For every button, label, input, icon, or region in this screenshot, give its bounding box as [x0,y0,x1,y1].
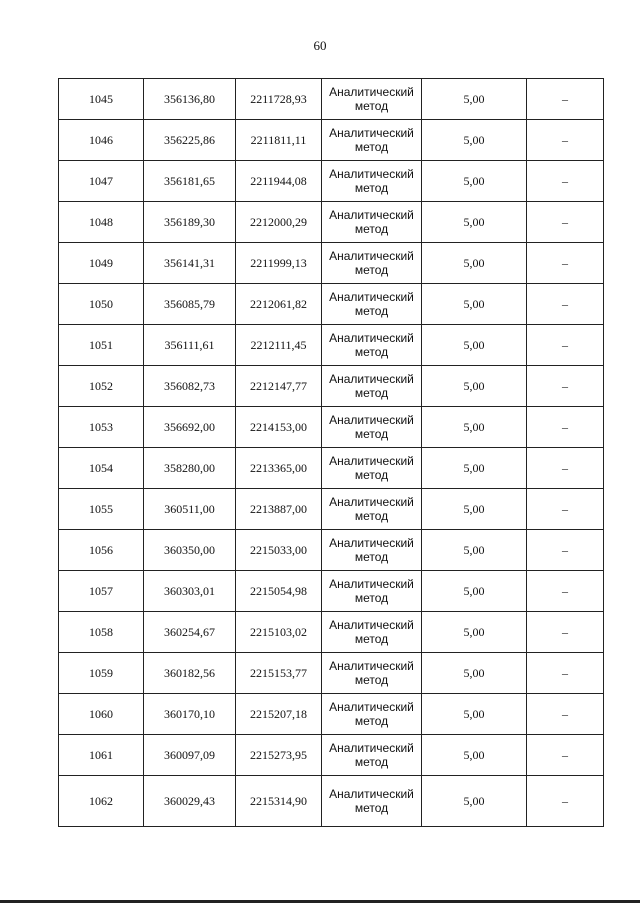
x-coordinate-cell: 360350,00 [144,530,236,571]
table-row [59,612,604,653]
y-coordinate-cell: 2215153,77 [236,653,322,694]
note-cell: – [527,284,604,325]
table-row [59,407,604,448]
accuracy-cell: 5,00 [422,489,527,530]
y-coordinate-cell: 2214153,00 [236,407,322,448]
point-id-cell: 1045 [59,79,144,120]
method-cell [322,120,422,161]
point-id-cell: 1054 [59,448,144,489]
method-line-2: метод [354,714,389,728]
accuracy-cell: 5,00 [422,653,527,694]
note-cell: – [527,776,604,827]
page-number: 60 [313,38,327,53]
note-cell: – [527,694,604,735]
note-cell: – [527,325,604,366]
x-coordinate-cell: 356085,79 [144,284,236,325]
y-coordinate-cell: 2215314,90 [236,776,322,827]
x-coordinate-cell: 356692,00 [144,407,236,448]
point-id-cell: 1057 [59,571,144,612]
method-cell [322,612,422,653]
point-id-cell: 1048 [59,202,144,243]
method-cell [322,653,422,694]
point-id-cell: 1050 [59,284,144,325]
x-coordinate-cell: 356225,86 [144,120,236,161]
method-line-2: метод [354,99,389,113]
accuracy-cell: 5,00 [422,735,527,776]
method-line-1: Аналитический [329,618,414,632]
method-line-2: метод [354,181,389,195]
point-id-cell: 1049 [59,243,144,284]
table-row [59,79,604,120]
accuracy-cell: 5,00 [422,202,527,243]
method-cell [322,489,422,530]
method-line-2: метод [354,468,389,482]
table-row [59,448,604,489]
note-cell: – [527,243,604,284]
method-cell [322,325,422,366]
x-coordinate-cell: 360170,10 [144,694,236,735]
note-cell: – [527,530,604,571]
method-line-2: метод [354,673,389,687]
table-row [59,776,604,827]
x-coordinate-cell: 360097,09 [144,735,236,776]
y-coordinate-cell: 2215207,18 [236,694,322,735]
point-id-cell: 1046 [59,120,144,161]
y-coordinate-cell: 2213887,00 [236,489,322,530]
point-id-cell: 1052 [59,366,144,407]
point-id-cell: 1055 [59,489,144,530]
table-row [59,243,604,284]
method-cell [322,407,422,448]
x-coordinate-cell: 360029,43 [144,776,236,827]
method-line-2: метод [354,632,389,646]
point-id-cell: 1047 [59,161,144,202]
method-line-1: Аналитический [329,290,414,304]
y-coordinate-cell: 2215033,00 [236,530,322,571]
y-coordinate-cell: 2211944,08 [236,161,322,202]
accuracy-cell: 5,00 [422,79,527,120]
note-cell: – [527,653,604,694]
y-coordinate-cell: 2213365,00 [236,448,322,489]
method-line-1: Аналитический [329,167,414,181]
method-line-1: Аналитический [329,700,414,714]
method-cell [322,530,422,571]
table-body [59,79,604,827]
note-cell: – [527,571,604,612]
point-id-cell: 1051 [59,325,144,366]
y-coordinate-cell: 2215103,02 [236,612,322,653]
note-cell: – [527,202,604,243]
method-cell [322,735,422,776]
y-coordinate-cell: 2212111,45 [236,325,322,366]
accuracy-cell: 5,00 [422,530,527,571]
accuracy-cell: 5,00 [422,407,527,448]
table-row [59,161,604,202]
note-cell: – [527,489,604,530]
y-coordinate-cell: 2215273,95 [236,735,322,776]
x-coordinate-cell: 356111,61 [144,325,236,366]
y-coordinate-cell: 2212000,29 [236,202,322,243]
table-row [59,571,604,612]
table-row [59,735,604,776]
method-cell [322,284,422,325]
y-coordinate-cell: 2212061,82 [236,284,322,325]
point-id-cell: 1053 [59,407,144,448]
x-coordinate-cell: 356189,30 [144,202,236,243]
method-line-1: Аналитический [329,536,414,550]
method-line-2: метод [354,140,389,154]
method-line-1: Аналитический [329,413,414,427]
accuracy-cell: 5,00 [422,325,527,366]
method-line-1: Аналитический [329,577,414,591]
point-id-cell: 1058 [59,612,144,653]
accuracy-cell: 5,00 [422,448,527,489]
method-line-1: Аналитический [329,331,414,345]
method-line-2: метод [354,263,389,277]
method-line-1: Аналитический [329,126,414,140]
y-coordinate-cell: 2211811,11 [236,120,322,161]
note-cell: – [527,366,604,407]
x-coordinate-cell: 356181,65 [144,161,236,202]
accuracy-cell: 5,00 [422,284,527,325]
note-cell: – [527,79,604,120]
method-line-2: метод [354,755,389,769]
method-cell [322,366,422,407]
y-coordinate-cell: 2211999,13 [236,243,322,284]
accuracy-cell: 5,00 [422,120,527,161]
accuracy-cell: 5,00 [422,694,527,735]
table-row [59,530,604,571]
x-coordinate-cell: 356136,80 [144,79,236,120]
note-cell: – [527,735,604,776]
method-line-1: Аналитический [329,208,414,222]
point-id-cell: 1056 [59,530,144,571]
table-row [59,325,604,366]
table-row [59,366,604,407]
method-line-2: метод [354,427,389,441]
accuracy-cell: 5,00 [422,243,527,284]
method-cell [322,776,422,827]
y-coordinate-cell: 2212147,77 [236,366,322,407]
note-cell: – [527,407,604,448]
x-coordinate-cell: 356141,31 [144,243,236,284]
method-cell [322,202,422,243]
accuracy-cell: 5,00 [422,571,527,612]
method-line-2: метод [354,222,389,236]
method-cell [322,243,422,284]
method-line-1: Аналитический [329,454,414,468]
x-coordinate-cell: 356082,73 [144,366,236,407]
table-row [59,489,604,530]
x-coordinate-cell: 360511,00 [144,489,236,530]
method-line-2: метод [354,801,389,815]
method-line-2: метод [354,345,389,359]
y-coordinate-cell: 2215054,98 [236,571,322,612]
x-coordinate-cell: 360254,67 [144,612,236,653]
table-row [59,120,604,161]
method-cell [322,694,422,735]
table-row [59,694,604,735]
note-cell: – [527,161,604,202]
method-line-1: Аналитический [329,787,414,801]
table-row [59,202,604,243]
x-coordinate-cell: 358280,00 [144,448,236,489]
method-line-1: Аналитический [329,249,414,263]
note-cell: – [527,120,604,161]
point-id-cell: 1062 [59,776,144,827]
method-cell [322,79,422,120]
bottom-rule [0,900,640,903]
method-line-1: Аналитический [329,495,414,509]
coordinates-table [58,78,604,827]
note-cell: – [527,612,604,653]
method-line-2: метод [354,591,389,605]
method-line-1: Аналитический [329,372,414,386]
method-line-2: метод [354,386,389,400]
method-line-2: метод [354,550,389,564]
accuracy-cell: 5,00 [422,161,527,202]
accuracy-cell: 5,00 [422,776,527,827]
method-cell [322,571,422,612]
note-cell: – [527,448,604,489]
table-row [59,284,604,325]
method-line-2: метод [354,304,389,318]
point-id-cell: 1059 [59,653,144,694]
table-row [59,653,604,694]
accuracy-cell: 5,00 [422,366,527,407]
method-line-1: Аналитический [329,85,414,99]
accuracy-cell: 5,00 [422,612,527,653]
point-id-cell: 1060 [59,694,144,735]
method-line-1: Аналитический [329,659,414,673]
method-cell [322,161,422,202]
point-id-cell: 1061 [59,735,144,776]
method-cell [322,448,422,489]
x-coordinate-cell: 360182,56 [144,653,236,694]
y-coordinate-cell: 2211728,93 [236,79,322,120]
method-line-1: Аналитический [329,741,414,755]
method-line-2: метод [354,509,389,523]
x-coordinate-cell: 360303,01 [144,571,236,612]
